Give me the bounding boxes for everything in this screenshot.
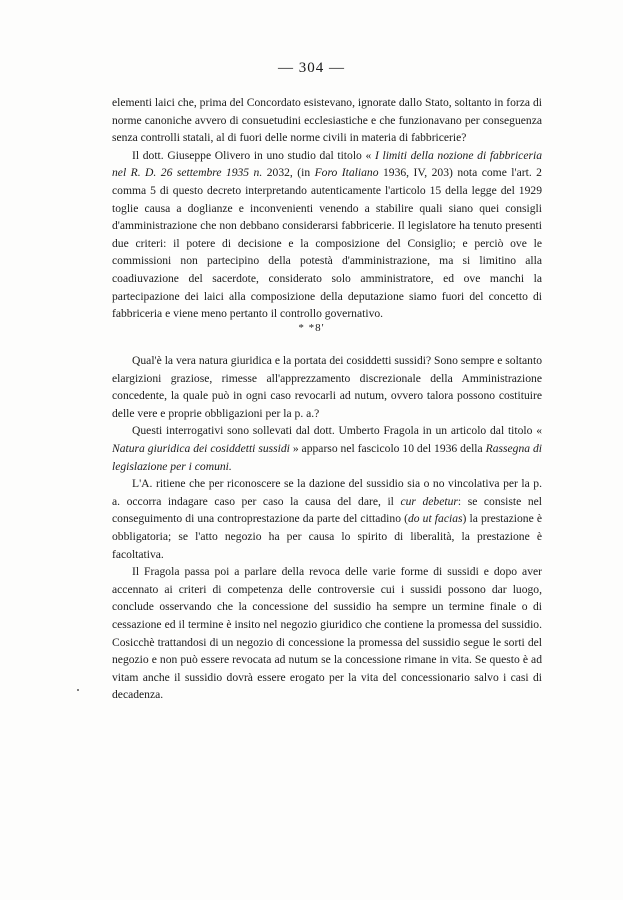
paragraph-text: L'A. ritiene che per riconoscere se la dazione del sussidio sia o no vincolativa per la p. a. occorra indagare caso per caso la causa del dare, il: [112, 477, 542, 508]
paragraph-text: Il Fragola passa poi a parlare della revoca delle varie forme di sussidi e dopo aver accennato ai criteri di competenza delle controversie cui i sussidi possono dar luogo, conclude osservando che la concessione del sussidio ha sempre un termine finale o di cessazione ed il termine è insito nel negozio giuridico che contiene la promessa del sussidio. Cosicchè trattandosi di un negozio di concessione la promessa del sussidio segue le sorti del negozio e non può essere revocata ad nutum se la concessione rimane in vita. Se questo è ad vitam anche il sussidio dovrà essere erogato per la vita del concessionario salvo i casi di decadenza.: [112, 565, 542, 702]
paragraph: [112, 94, 542, 147]
paragraph-text: 2032, (in: [262, 166, 315, 180]
paragraph: [112, 422, 542, 475]
italic-text: cur debetur: [400, 494, 458, 508]
section-separator: * *8': [298, 322, 325, 334]
italic-text: I limiti della nozione di fabbriceria nel R. D. 26 settembre 1935 n.: [112, 148, 542, 180]
scan-speck: [77, 689, 79, 691]
italic-text: Rassegna di legislazione per i comuni.: [112, 441, 542, 473]
paragraph-text: Questi interrogativi sono sollevati dal dott. Umberto Fragola in un articolo dal titolo «: [132, 424, 542, 438]
paragraph-text: Qual'è la vera natura giuridica e la portata dei cosiddetti sussidi? Sono sempre e soltanto elargizioni graziose, rimesse all'apprezzamento discrezionale della Amministrazione concedente, la quale può in ogni caso revocarli ad nutum, ovvero talora possono costituire delle vere e proprie obbligazioni per la p. a.?: [112, 354, 542, 420]
paragraph-text: » apparso nel fascicolo 10 del 1936 della: [289, 441, 486, 455]
italic-text: Natura giuridica dei cosiddetti sussidi: [112, 441, 290, 455]
paragraph: [112, 475, 542, 563]
paragraph-text: : se consiste nel conseguimento di una controprestazione da parte del cittadino (: [112, 494, 542, 526]
paragraph-text: Il dott. Giuseppe Olivero in uno studio dal titolo «: [132, 148, 375, 162]
page-number: — 304 —: [278, 60, 345, 76]
text-section-2: [112, 352, 542, 704]
paragraph: [112, 352, 542, 422]
paragraph: [112, 563, 542, 704]
italic-text: Foro Italiano: [314, 166, 379, 180]
paragraph: [112, 147, 542, 323]
paragraph-text: 1936, IV, 203) nota come l'art. 2 comma 5 di questo decreto interpretando autenticamente l'articolo 15 della legge del 1929 toglie causa a doglianze e inconvenienti venendo a stabilire quali siano quei consigli d'amministrazione che non debbano considerarsi fabbricerie. Il legislatore ha tenuto presenti due criteri: il potere di decisione e la composizione del Consiglio; e perciò ove le commissioni non partecipino della potestà d'amministrazione, ma si limitino alla coadiuvazione del sacerdote, considerato solo amministratore, ed ove manchi la partecipazione dei laici alla composizione della deputazione siamo fuori del concetto di fabbriceria e viene meno pertanto il controllo governativo.: [112, 166, 542, 321]
paragraph-text: elementi laici che, prima del Concordato esistevano, ignorate dallo Stato, soltanto in forza di norme canoniche avvero di consuetudini ecclesiastiche e che funzionavano per conseguenza senza controlli statali, al di fuori delle norme civili in materia di fabbricerie?: [112, 96, 542, 145]
text-section-1: [112, 94, 542, 323]
italic-text: do ut facias: [407, 512, 463, 526]
paragraph-text: ) la prestazione è obbligatoria; se l'atto negozio ha per causa lo spirito di liberalità, la prestazione è facoltativa.: [112, 512, 542, 561]
